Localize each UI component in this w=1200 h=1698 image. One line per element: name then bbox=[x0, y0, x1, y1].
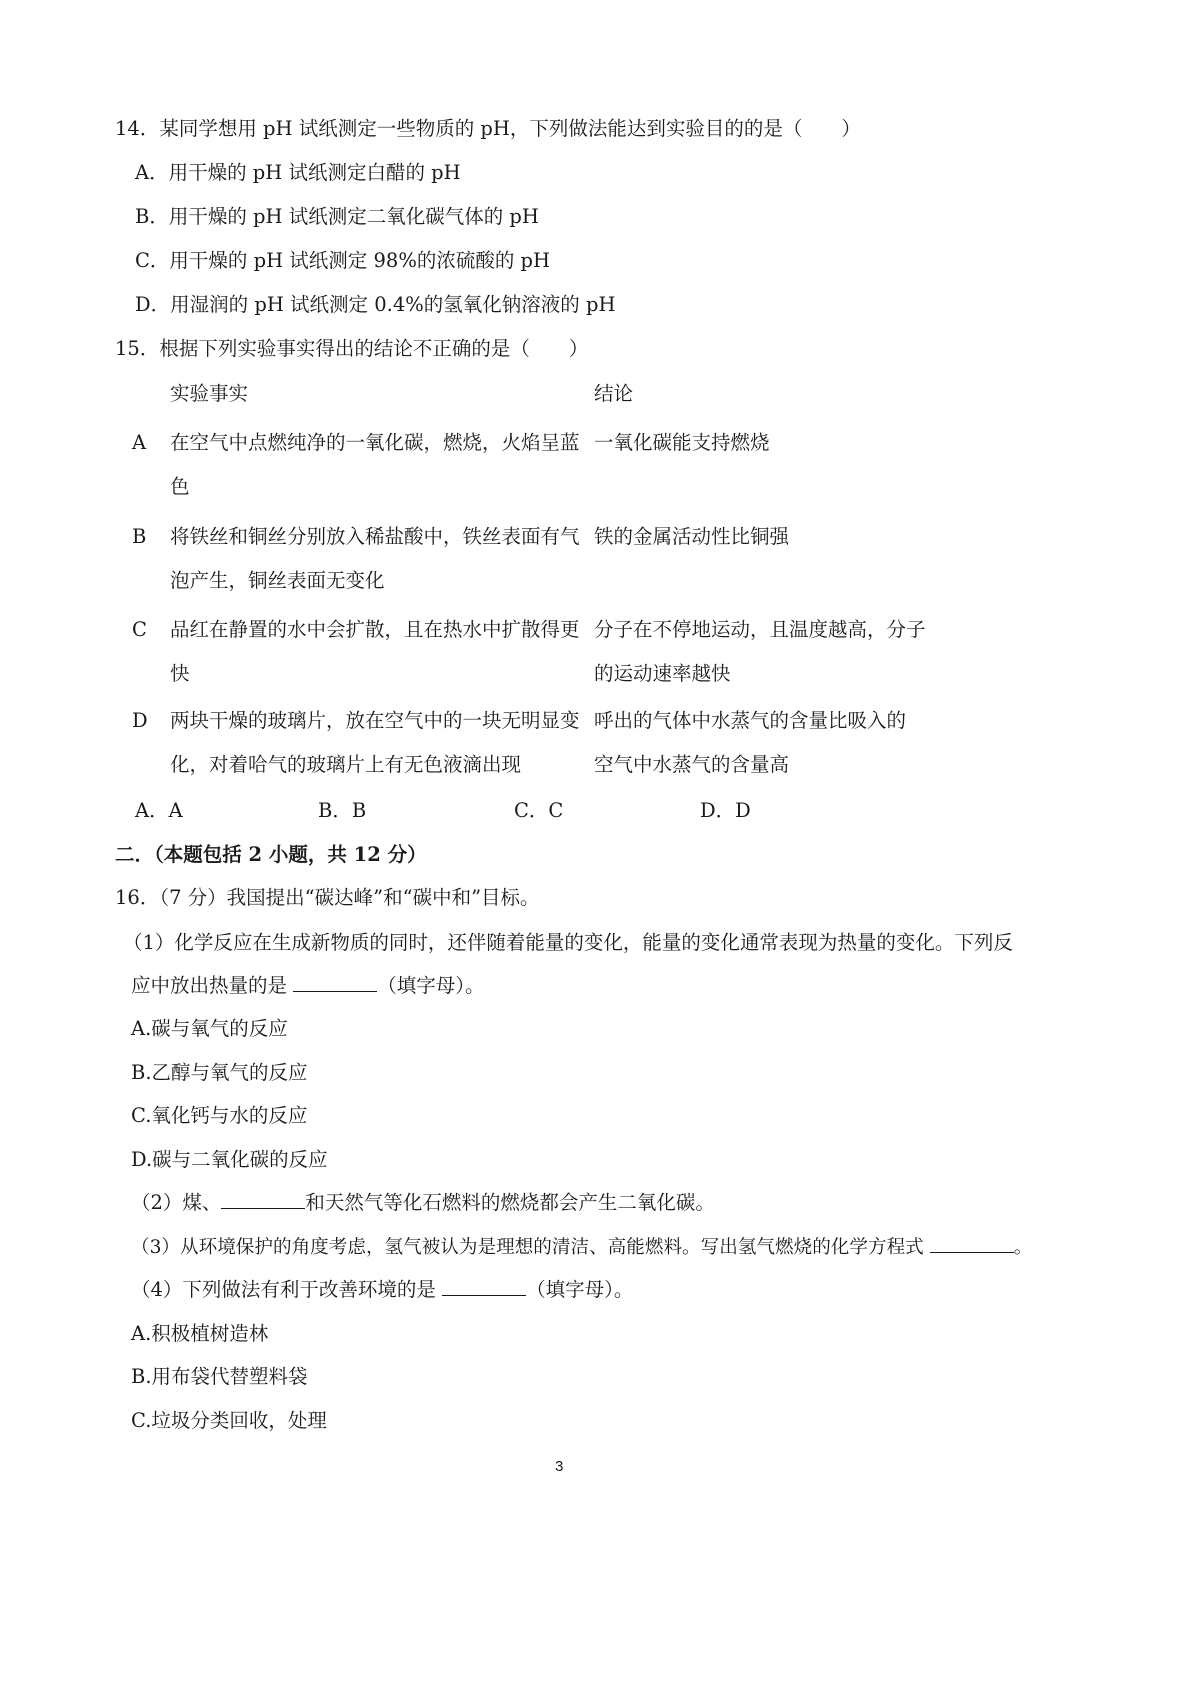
q14-option-c: C．用干燥的 pH 试纸测定 98%的浓硫酸的 pH bbox=[135, 249, 551, 272]
q16-part2-suffix: 和天然气等化石燃料的燃烧都会产生二氧化碳。 bbox=[305, 1191, 715, 1214]
q16-part1-option-d: D.碳与二氧化碳的反应 bbox=[131, 1148, 328, 1171]
q15-row-b-fact-cont: 泡产生，铜丝表面无变化 bbox=[170, 569, 385, 592]
q15-choice-a: A．A bbox=[135, 799, 183, 822]
q16-part4-text: （4）下列做法有利于改善环境的是 bbox=[131, 1278, 443, 1301]
q14-option-a: A．用干燥的 pH 试纸测定白醋的 pH bbox=[135, 161, 461, 184]
q16-part1-option-a: A.碳与氧气的反应 bbox=[131, 1017, 288, 1040]
q15-row-a-label: A bbox=[132, 431, 147, 454]
q16-stem: 16．（7 分）我国提出“碳达峰”和“碳中和”目标。 bbox=[115, 886, 540, 909]
answer-blank[interactable] bbox=[221, 1190, 305, 1209]
q15-row-b-fact: 将铁丝和铜丝分别放入稀盐酸中，铁丝表面有气 bbox=[170, 525, 580, 548]
q16-part3 bbox=[131, 1234, 1032, 1261]
q15-row-d-fact-cont: 化，对着哈气的玻璃片上有无色液滴出现 bbox=[170, 753, 522, 776]
q15-row-c-label: C bbox=[132, 618, 147, 641]
q15-row-c-conclusion: 分子在不停地运动，且温度越高，分子 bbox=[594, 618, 926, 641]
q15-row-c-conclusion-cont: 的运动速率越快 bbox=[594, 662, 731, 685]
q16-part4-option-b: B.用布袋代替塑料袋 bbox=[131, 1365, 308, 1388]
q16-part2 bbox=[131, 1190, 715, 1216]
q16-part4-option-c: C.垃圾分类回收，处理 bbox=[131, 1409, 327, 1432]
q15-choice-b: B．B bbox=[318, 799, 367, 822]
q16-part4 bbox=[131, 1277, 633, 1303]
q15-row-b-conclusion: 铁的金属活动性比铜强 bbox=[594, 525, 790, 548]
q14-stem: 14．某同学想用 pH 试纸测定一些物质的 pH，下列做法能达到实验目的的是（ ） bbox=[115, 117, 861, 140]
q15-row-a-fact-cont: 色 bbox=[170, 475, 190, 498]
q15-row-d-label: D bbox=[132, 709, 148, 732]
q14-option-b: B．用干燥的 pH 试纸测定二氧化碳气体的 pH bbox=[135, 205, 539, 228]
q15-row-b-label: B bbox=[132, 525, 147, 548]
q16-part1-line1: （1）化学反应在生成新物质的同时，还伴随着能量的变化，能量的变化通常表现为热量的变化。下列反 bbox=[123, 931, 1013, 954]
page-number: 3 bbox=[555, 1458, 564, 1475]
q15-row-d-conclusion: 呼出的气体中水蒸气的含量比吸入的 bbox=[594, 709, 907, 732]
q15-header-conclusion: 结论 bbox=[594, 382, 634, 405]
q16-part4-option-a: A.积极植树造林 bbox=[131, 1322, 269, 1345]
answer-blank[interactable] bbox=[930, 1234, 1014, 1253]
q15-row-d-fact: 两块干燥的玻璃片，放在空气中的一块无明显变 bbox=[170, 709, 580, 732]
q15-row-a-conclusion: 一氧化碳能支持燃烧 bbox=[594, 431, 770, 454]
q15-choice-c: C．C bbox=[514, 799, 564, 822]
q15-choice-d: D．D bbox=[700, 799, 751, 822]
q15-stem: 15．根据下列实验事实得出的结论不正确的是（ ） bbox=[115, 337, 589, 360]
q16-part1-line2 bbox=[131, 973, 484, 999]
q16-part3-text: （3）从环境保护的角度考虑，氢气被认为是理想的清洁、高能燃料。写出氢气燃烧的化学方程式 bbox=[131, 1237, 930, 1258]
q15-row-c-fact-cont: 快 bbox=[170, 662, 190, 685]
q16-part1-suffix: （填字母）。 bbox=[377, 974, 485, 997]
section-2-title: 二．（本题包括 2 小题，共 12 分） bbox=[115, 843, 427, 866]
q16-part3-suffix: 。 bbox=[1013, 1237, 1033, 1258]
answer-blank[interactable] bbox=[293, 973, 377, 992]
q16-part4-suffix: （填字母）。 bbox=[526, 1278, 634, 1301]
q15-header-fact: 实验事实 bbox=[170, 382, 249, 405]
q15-row-d-conclusion-cont: 空气中水蒸气的含量高 bbox=[594, 753, 790, 776]
q14-option-d: D．用湿润的 pH 试纸测定 0.4%的氢氧化钠溶液的 pH bbox=[135, 293, 616, 316]
q16-part1-option-b: B.乙醇与氧气的反应 bbox=[131, 1061, 308, 1084]
answer-blank[interactable] bbox=[442, 1277, 526, 1296]
q15-row-c-fact: 品红在静置的水中会扩散，且在热水中扩散得更 bbox=[170, 618, 580, 641]
q15-row-a-fact: 在空气中点燃纯净的一氧化碳，燃烧，火焰呈蓝 bbox=[170, 431, 580, 454]
q16-part1-option-c: C.氧化钙与水的反应 bbox=[131, 1104, 308, 1127]
q16-part2-text: （2）煤、 bbox=[131, 1191, 222, 1214]
q16-part1-text: 应中放出热量的是 bbox=[131, 974, 294, 997]
